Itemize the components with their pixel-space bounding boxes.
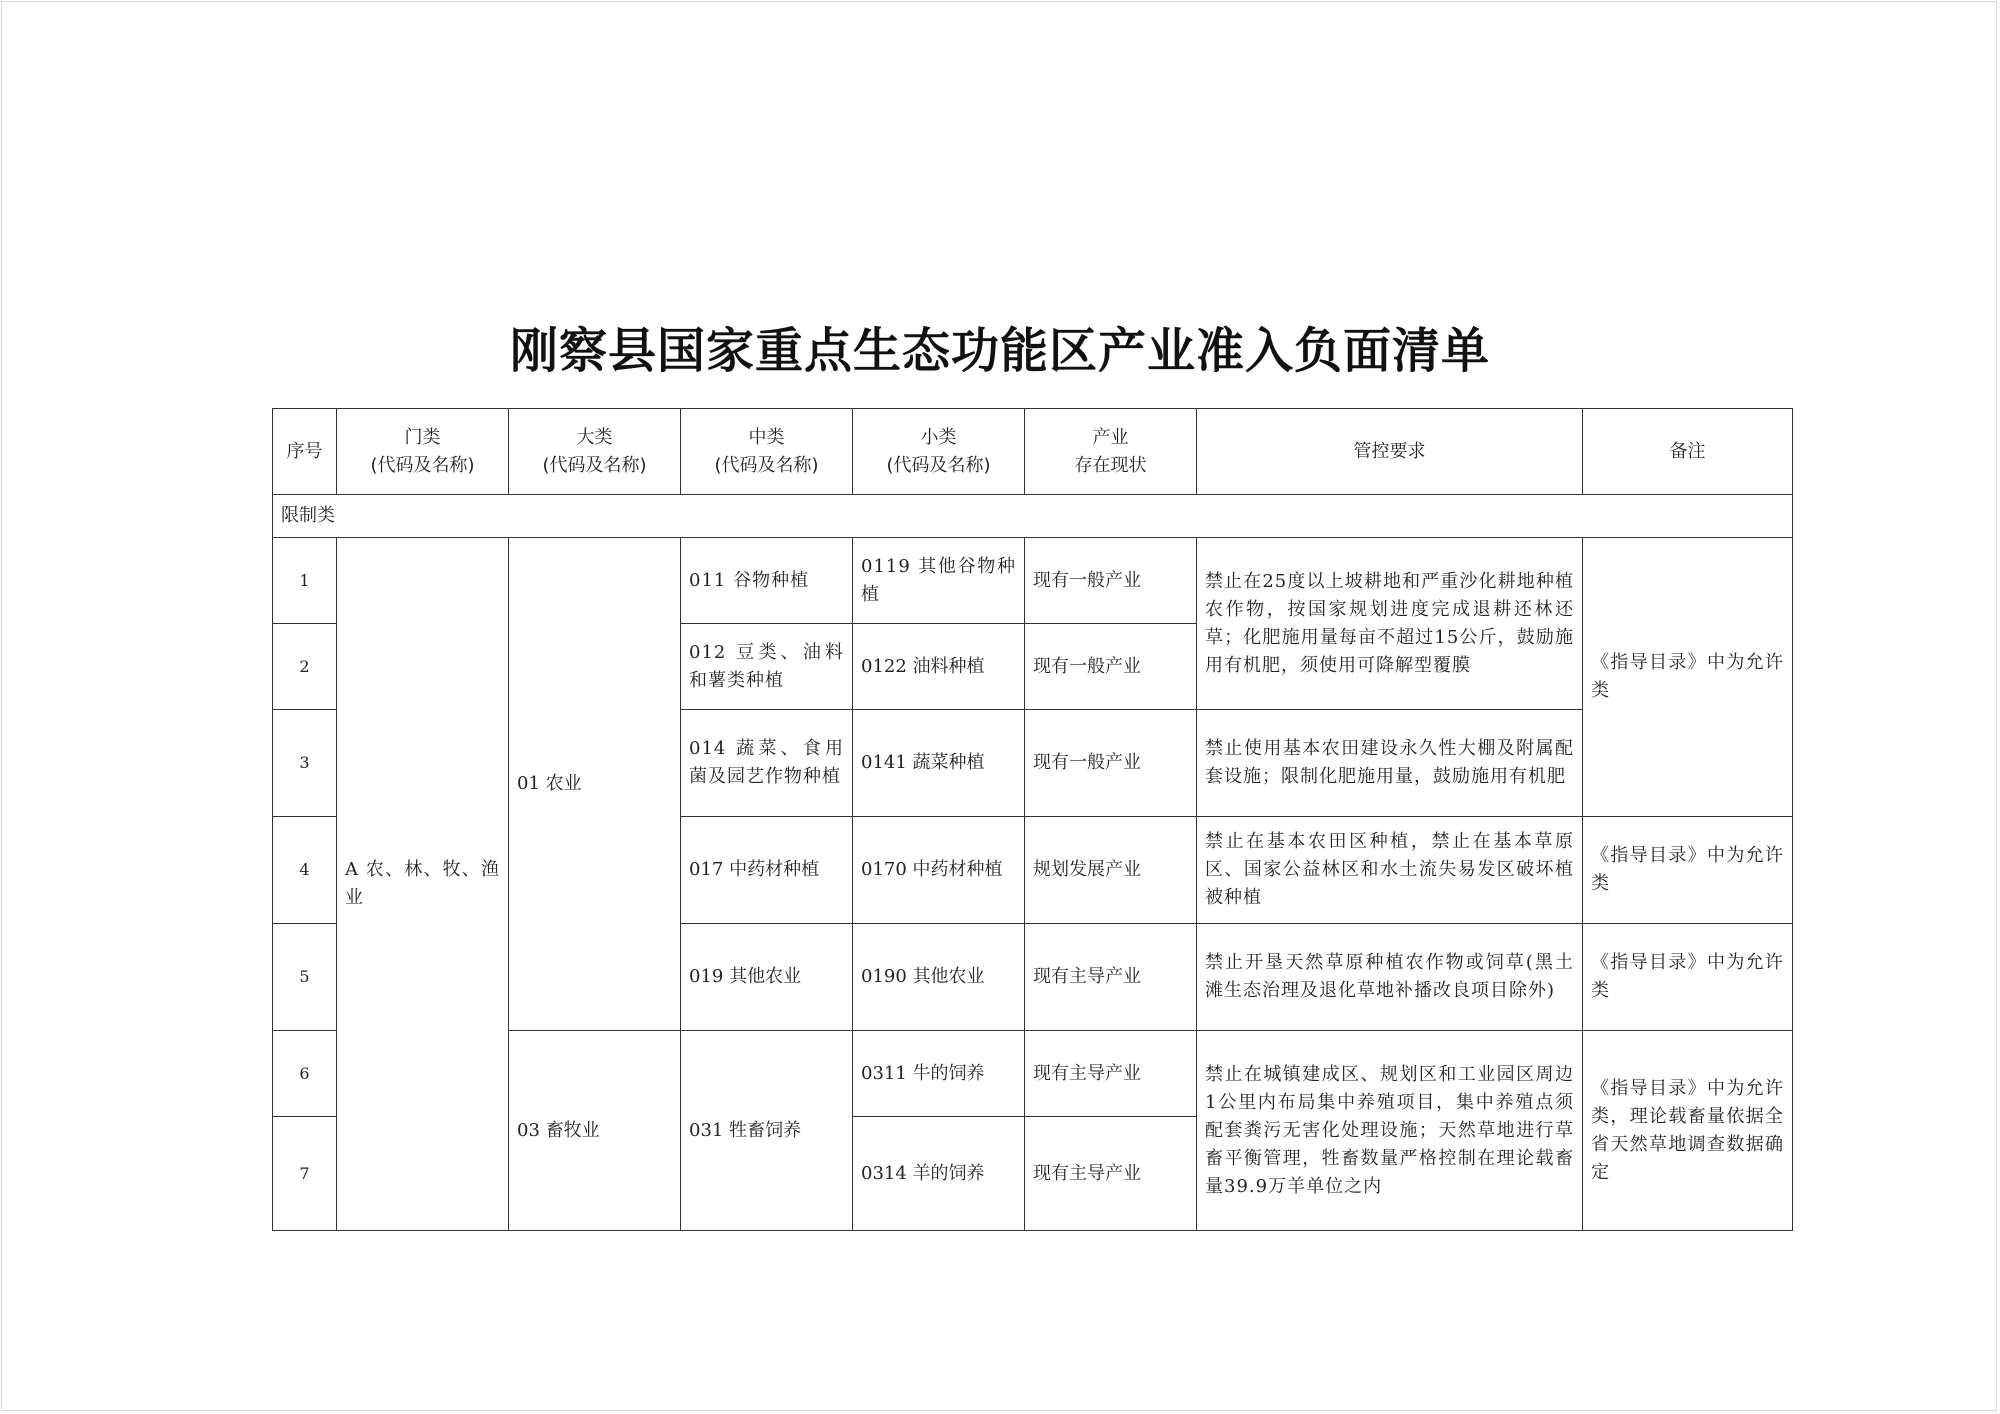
medium-019-cell: 019 其他农业 bbox=[681, 924, 853, 1031]
section-row bbox=[273, 495, 1793, 538]
status-cell: 现有主导产业 bbox=[1025, 1117, 1197, 1231]
table-row bbox=[273, 538, 1793, 624]
medium-012-cell: 012 豆类、油料和薯类种植 bbox=[681, 624, 853, 710]
minor-0141-cell: 0141 蔬菜种植 bbox=[853, 710, 1025, 817]
major-husbandry-cell: 03 畜牧业 bbox=[509, 1031, 681, 1231]
row-seq: 3 bbox=[273, 710, 337, 817]
row-seq: 4 bbox=[273, 817, 337, 924]
status-cell: 现有主导产业 bbox=[1025, 924, 1197, 1031]
medium-014-cell: 014 蔬菜、食用菌及园艺作物种植 bbox=[681, 710, 853, 817]
control-r6-7-cell: 禁止在城镇建成区、规划区和工业园区周边1公里内布局集中养殖项目，集中养殖点须配套粪污无害化处理设施；天然草地进行草畜平衡管理，牲畜数量严格控制在理论载畜量39.9万羊单位之内 bbox=[1197, 1031, 1583, 1231]
control-r5-cell: 禁止开垦天然草原种植农作物或饲草(黑土滩生态治理及退化草地补播改良项目除外) bbox=[1197, 924, 1583, 1031]
minor-0314-cell: 0314 羊的饲养 bbox=[853, 1117, 1025, 1231]
status-cell: 现有一般产业 bbox=[1025, 710, 1197, 817]
header-door: 门类 (代码及名称) bbox=[337, 409, 509, 495]
minor-0311-cell: 0311 牛的饲养 bbox=[853, 1031, 1025, 1117]
status-cell: 规划发展产业 bbox=[1025, 817, 1197, 924]
header-status: 产业 存在现状 bbox=[1025, 409, 1197, 495]
medium-017-cell: 017 中药材种植 bbox=[681, 817, 853, 924]
remark-r5-cell: 《指导目录》中为允许类 bbox=[1583, 924, 1793, 1031]
control-r3-cell: 禁止使用基本农田建设永久性大棚及附属配套设施；限制化肥施用量，鼓励施用有机肥 bbox=[1197, 710, 1583, 817]
header-row bbox=[273, 409, 1793, 495]
minor-0122-cell: 0122 油料种植 bbox=[853, 624, 1025, 710]
minor-0119-cell: 0119 其他谷物种植 bbox=[853, 538, 1025, 624]
header-remark: 备注 bbox=[1583, 409, 1793, 495]
header-major: 大类 (代码及名称) bbox=[509, 409, 681, 495]
remark-r4-cell: 《指导目录》中为允许类 bbox=[1583, 817, 1793, 924]
major-agri-cell: 01 农业 bbox=[509, 538, 681, 1031]
control-r4-cell: 禁止在基本农田区种植，禁止在基本草原区、国家公益林区和水土流失易发区破坏植被种植 bbox=[1197, 817, 1583, 924]
door-cell: A 农、林、牧、渔业 bbox=[337, 538, 509, 1231]
section-label: 限制类 bbox=[273, 495, 1793, 538]
remark-r6-7-cell: 《指导目录》中为允许类，理论载畜量依据全省天然草地调查数据确定 bbox=[1583, 1031, 1793, 1231]
document-title: 刚察县国家重点生态功能区产业准入负面清单 bbox=[509, 323, 1490, 379]
header-medium: 中类 (代码及名称) bbox=[681, 409, 853, 495]
status-cell: 现有一般产业 bbox=[1025, 624, 1197, 710]
row-seq: 2 bbox=[273, 624, 337, 710]
remark-r1-3-cell: 《指导目录》中为允许类 bbox=[1583, 538, 1793, 817]
row-seq: 7 bbox=[273, 1117, 337, 1231]
negative-list-table bbox=[272, 408, 1793, 1231]
header-control: 管控要求 bbox=[1197, 409, 1583, 495]
medium-031-cell: 031 牲畜饲养 bbox=[681, 1031, 853, 1231]
header-seq: 序号 bbox=[273, 409, 337, 495]
row-seq: 6 bbox=[273, 1031, 337, 1117]
row-seq: 5 bbox=[273, 924, 337, 1031]
status-cell: 现有一般产业 bbox=[1025, 538, 1197, 624]
minor-0170-cell: 0170 中药材种植 bbox=[853, 817, 1025, 924]
control-r1-2-cell: 禁止在25度以上坡耕地和严重沙化耕地种植农作物，按国家规划进度完成退耕还林还草；化肥施用量每亩不超过15公斤，鼓励施用有机肥，须使用可降解型覆膜 bbox=[1197, 538, 1583, 710]
minor-0190-cell: 0190 其他农业 bbox=[853, 924, 1025, 1031]
medium-011-cell: 011 谷物种植 bbox=[681, 538, 853, 624]
row-seq: 1 bbox=[273, 538, 337, 624]
status-cell: 现有主导产业 bbox=[1025, 1031, 1197, 1117]
header-minor: 小类 (代码及名称) bbox=[853, 409, 1025, 495]
